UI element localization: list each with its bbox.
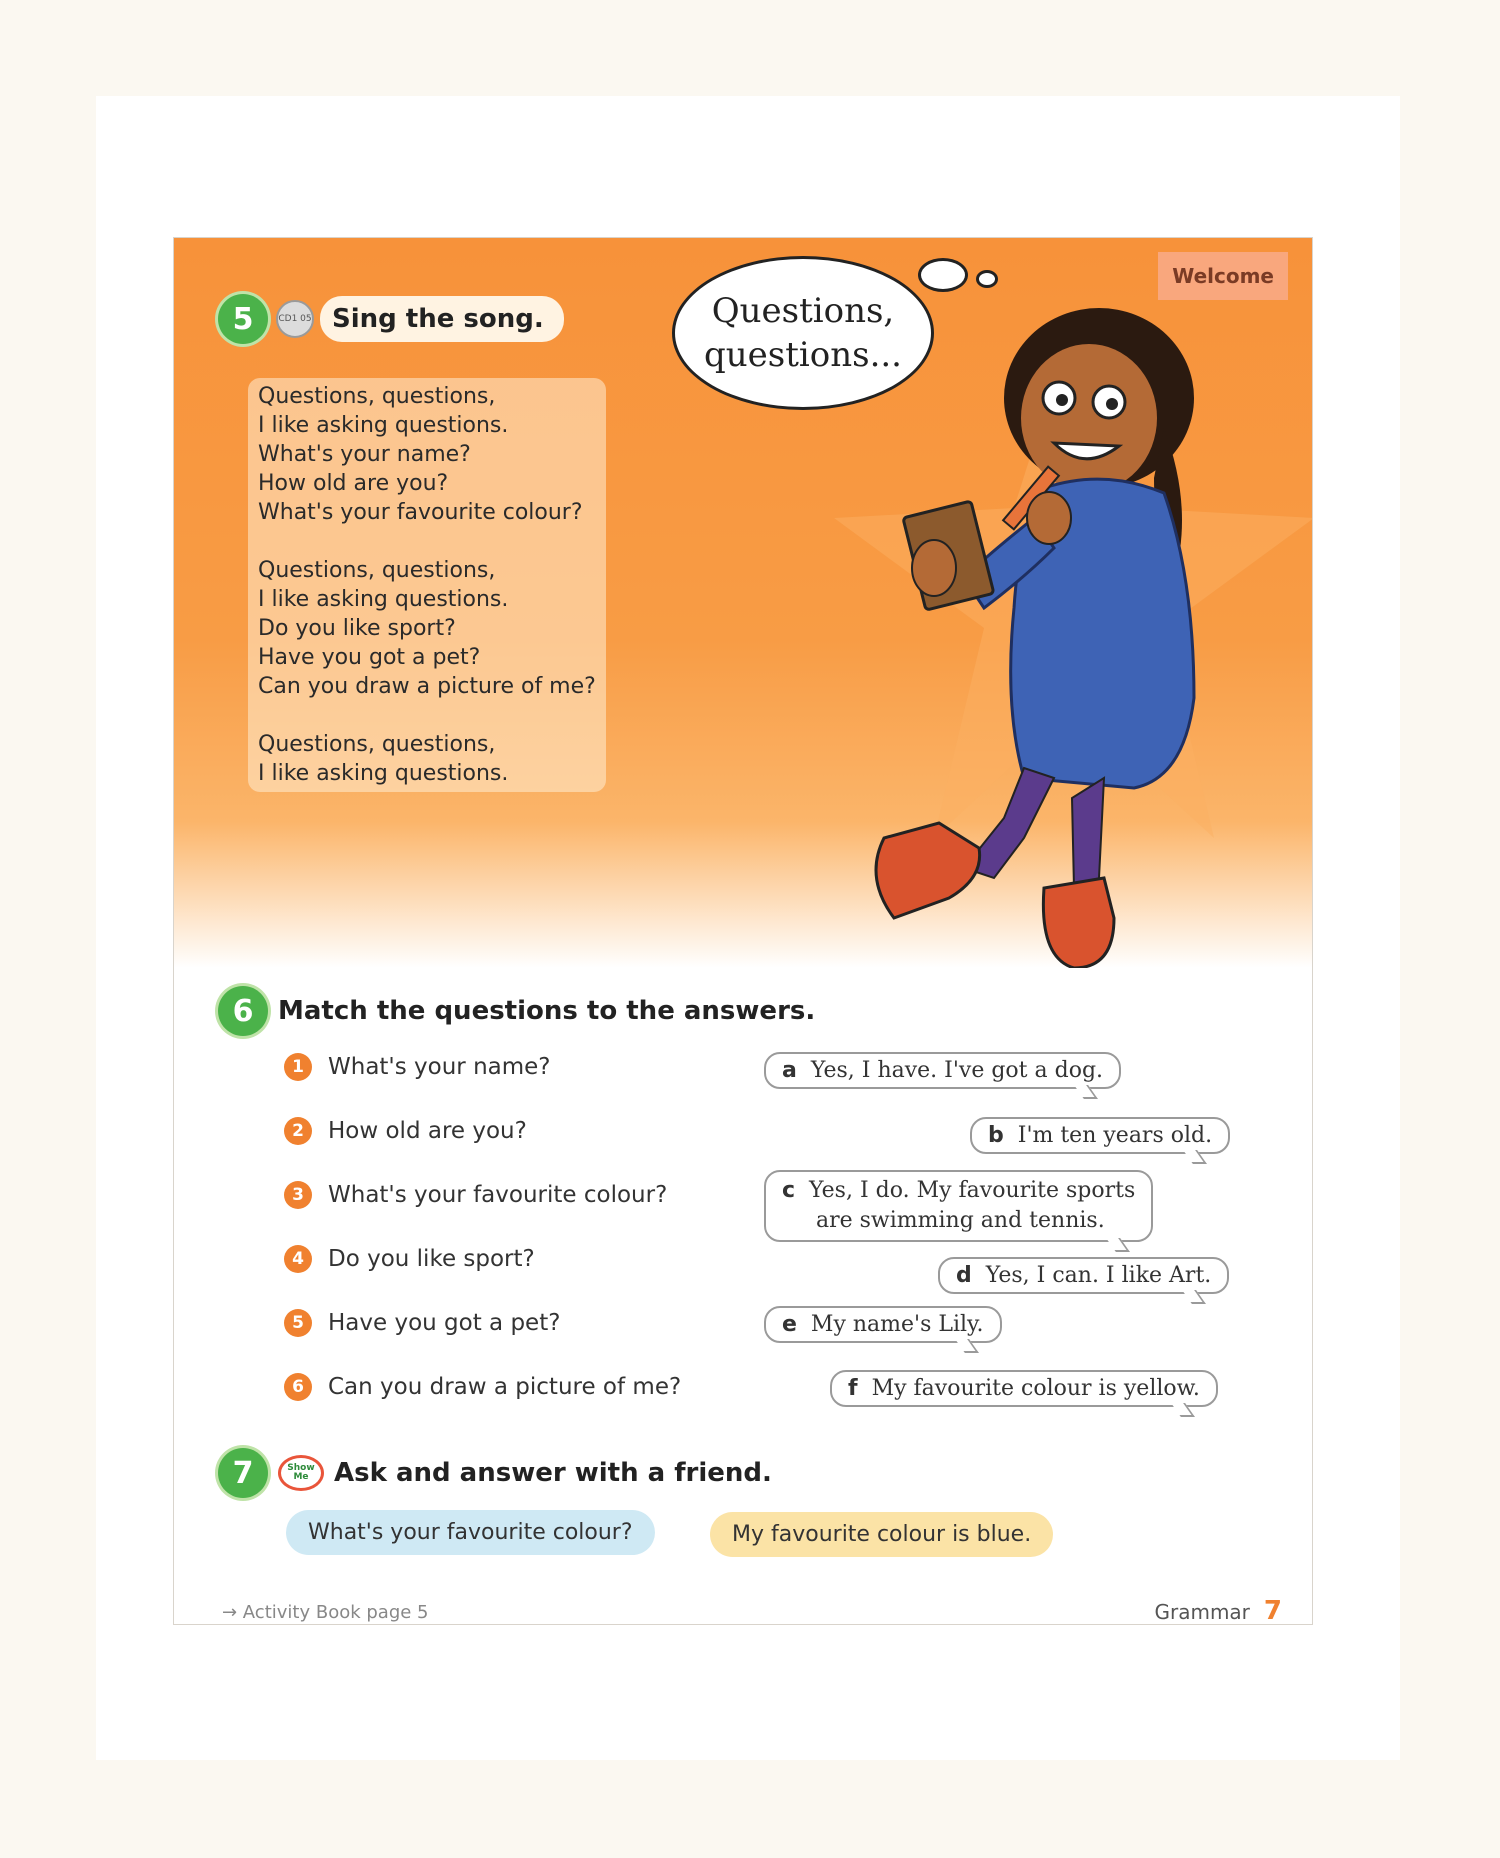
lyric-line: Questions, questions, xyxy=(258,384,496,409)
answer-bubble xyxy=(830,1370,1218,1407)
answer-text: Yes, I have. I've got a dog. xyxy=(810,1058,1104,1083)
answer-bubble xyxy=(938,1257,1229,1294)
thought-bubble xyxy=(672,256,934,410)
exercise-7-heading xyxy=(218,1448,772,1498)
question-text: What's your favourite colour? xyxy=(328,1182,668,1208)
exercise-5-heading xyxy=(218,294,564,344)
exercise-number-badge: 7 xyxy=(218,1448,268,1498)
song-section xyxy=(174,238,1312,968)
answer-bubble xyxy=(764,1306,1002,1343)
answer-text: Yes, I can. I like Art. xyxy=(985,1263,1212,1288)
answer-letter: a xyxy=(782,1058,797,1083)
footer-section: Grammar xyxy=(1154,1600,1250,1624)
lyric-line: Do you like sport? xyxy=(258,616,456,641)
lyric-line: How old are you? xyxy=(258,471,449,496)
stanza xyxy=(258,382,596,527)
lyric-line: Questions, questions, xyxy=(258,558,496,583)
exercise-6-heading xyxy=(218,986,815,1036)
lyric-line: Questions, questions, xyxy=(258,732,496,757)
question-number: 3 xyxy=(284,1181,312,1209)
stanza xyxy=(258,556,596,701)
answer-text: I'm ten years old. xyxy=(1017,1123,1213,1148)
question-number: 2 xyxy=(284,1117,312,1145)
question-number: 4 xyxy=(284,1245,312,1273)
answer-text: My name's Lily. xyxy=(810,1312,984,1337)
page-number: 7 xyxy=(1263,1596,1282,1624)
exercise-title: Match the questions to the answers. xyxy=(278,996,816,1026)
question-number: 1 xyxy=(284,1053,312,1081)
song-lyrics xyxy=(248,378,606,792)
answer-bubble xyxy=(970,1117,1230,1154)
cd-icon[interactable]: CD1 05 xyxy=(276,300,314,338)
exercise-title: Sing the song. xyxy=(320,296,564,342)
question-item xyxy=(284,1309,560,1337)
answer-bubble xyxy=(764,1052,1121,1089)
lyric-line: What's your name? xyxy=(258,442,471,467)
lyric-line: Have you got a pet? xyxy=(258,645,481,670)
thought-line: Questions, xyxy=(711,291,895,331)
question-item xyxy=(284,1373,681,1401)
question-text: Can you draw a picture of me? xyxy=(328,1374,682,1400)
section-tab: Welcome xyxy=(1158,252,1288,300)
thought-line: questions... xyxy=(703,335,902,375)
stanza xyxy=(258,730,596,788)
exercise-number-badge: 6 xyxy=(218,986,268,1036)
question-item xyxy=(284,1181,667,1209)
exercise-title: Ask and answer with a friend. xyxy=(334,1458,772,1488)
lyric-line: What's your favourite colour? xyxy=(258,500,583,525)
answer-letter: b xyxy=(988,1123,1004,1148)
answer-letter: e xyxy=(782,1312,797,1337)
question-text: Do you like sport? xyxy=(328,1246,535,1272)
dialog-answer: My favourite colour is blue. xyxy=(710,1512,1053,1557)
show-me-icon: Show Me xyxy=(278,1455,324,1491)
answer-letter: c xyxy=(782,1178,796,1203)
lyric-line: I like asking questions. xyxy=(258,587,509,612)
answer-text: are swimming and tennis. xyxy=(816,1208,1105,1233)
lyric-line: I like asking questions. xyxy=(258,413,509,438)
question-item xyxy=(284,1245,535,1273)
answer-text: Yes, I do. My favourite sports xyxy=(809,1178,1136,1203)
dialog-question: What's your favourite colour? xyxy=(286,1510,655,1555)
thought-dot-large xyxy=(918,258,968,292)
lyric-line: Can you draw a picture of me? xyxy=(258,674,596,699)
lyric-line: I like asking questions. xyxy=(258,761,509,786)
question-number: 5 xyxy=(284,1309,312,1337)
question-text: What's your name? xyxy=(328,1054,551,1080)
question-item xyxy=(284,1117,527,1145)
textbook-page xyxy=(174,238,1312,1624)
answer-bubble xyxy=(764,1170,1153,1242)
activity-book-reference: → Activity Book page 5 xyxy=(222,1602,429,1623)
page-footer xyxy=(1154,1596,1282,1624)
question-number: 6 xyxy=(284,1373,312,1401)
answer-letter: f xyxy=(848,1376,858,1401)
question-text: How old are you? xyxy=(328,1118,527,1144)
question-item xyxy=(284,1053,551,1081)
exercise-number-badge: 5 xyxy=(218,294,268,344)
thought-dot-small xyxy=(976,270,998,288)
question-text: Have you got a pet? xyxy=(328,1310,561,1336)
answer-letter: d xyxy=(956,1263,972,1288)
answer-text: My favourite colour is yellow. xyxy=(871,1376,1200,1401)
